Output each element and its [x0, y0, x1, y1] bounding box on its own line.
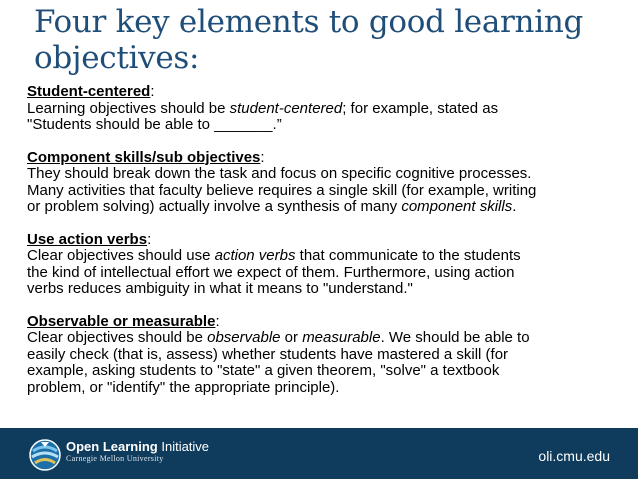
section-heading: Student-centered	[27, 83, 151, 100]
section-heading-line	[27, 314, 612, 331]
brand-subtitle: Carnegie Mellon University	[66, 454, 164, 463]
body-text: They should break down the task and focus on specific cognitive processes.	[27, 165, 532, 182]
body-text: easily check (that is, assess) whether students have mastered a skill (for	[27, 345, 509, 363]
body-line	[27, 199, 612, 216]
body-text: problem, or "identify" the appropriate principle).	[27, 378, 340, 396]
site-url: oli.cmu.edu	[538, 448, 610, 464]
body-line	[27, 183, 612, 200]
emphasis-text: observable	[207, 329, 281, 346]
section-heading: Component skills/sub objectives	[27, 148, 261, 166]
brand-name-accent: Initiative	[157, 439, 210, 454]
section-heading: Use action verbs	[27, 230, 148, 248]
section-heading: Observable or measurable	[27, 312, 216, 330]
brand-name: Open Learning	[66, 439, 158, 454]
body-line	[27, 101, 612, 118]
objective-section	[27, 232, 612, 298]
body-text: or	[280, 329, 303, 346]
body-line	[27, 330, 612, 347]
body-line	[27, 166, 612, 183]
body-text: . We should be able to	[380, 329, 530, 346]
brand-block	[66, 440, 209, 464]
body-text: Clear objectives should use	[27, 247, 215, 264]
body-line	[27, 281, 612, 298]
body-text: that communicate to the students	[295, 247, 521, 264]
objective-section	[27, 150, 612, 216]
emphasis-text: student-centered	[229, 99, 343, 117]
objective-section	[27, 314, 612, 397]
body-text: ; for example, stated as	[342, 99, 499, 117]
body-line	[27, 380, 612, 397]
body-text: .	[512, 198, 517, 215]
emphasis-text: measurable	[302, 329, 381, 346]
section-heading-line	[27, 84, 612, 101]
heading-colon: :	[260, 148, 265, 166]
body-text: Clear objectives should be	[27, 329, 208, 346]
emphasis-text: action verbs	[214, 247, 296, 264]
body-line	[27, 265, 612, 282]
heading-colon: :	[147, 230, 152, 248]
body-text: "Students should be able to _______.”	[27, 116, 282, 133]
objectives-body	[27, 84, 612, 412]
emphasis-text: component skills	[401, 198, 513, 215]
body-line	[27, 248, 612, 265]
heading-colon: :	[215, 312, 220, 330]
body-text: example, asking students to "state" a given theorem, "solve" a textbook	[27, 362, 500, 379]
slide-title: Four key elements to good learning objectives:	[34, 4, 584, 76]
objective-section	[27, 84, 612, 134]
body-text: Many activities that faculty believe requires a single skill (for example, writing	[27, 181, 537, 199]
oli-globe-logo-icon	[28, 438, 62, 472]
heading-colon: :	[150, 83, 155, 100]
body-line	[27, 347, 612, 364]
body-text: or problem solving) actually involve a synthesis of many	[27, 198, 402, 215]
section-heading-line	[27, 150, 612, 167]
body-text: verbs reduces ambiguity in what it means to "understand."	[27, 280, 413, 297]
body-text: Learning objectives should be	[27, 99, 230, 117]
section-heading-line	[27, 232, 612, 249]
body-line	[27, 117, 612, 134]
footer-bar	[0, 428, 638, 479]
body-text: the kind of intellectual effort we expect of them. Furthermore, using action	[27, 263, 515, 281]
body-line	[27, 363, 612, 380]
